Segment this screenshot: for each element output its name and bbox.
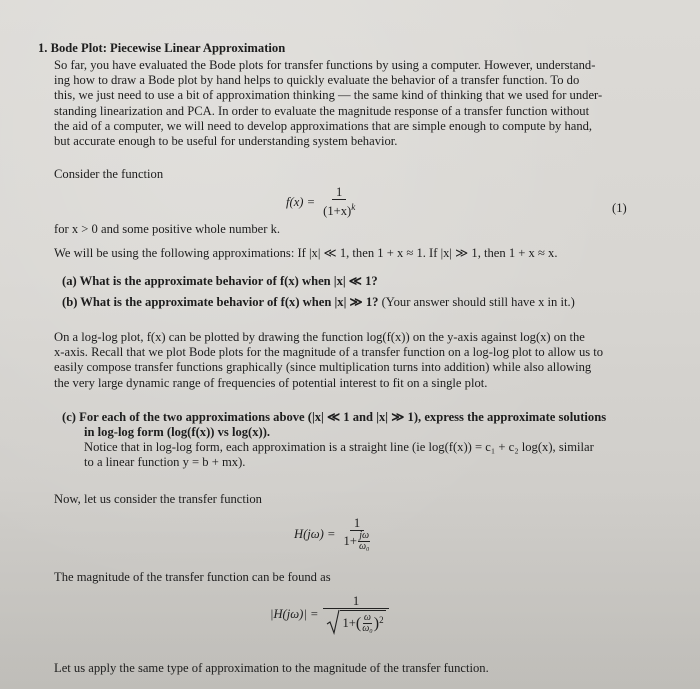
eq1-numerator: 1	[332, 185, 346, 200]
loglog-line: On a log-log plot, f(x) can be plotted by drawing the function log(f(x)) on the y-axis against log(x) on the	[54, 330, 585, 344]
part-a: (a) What is the approximate behavior of f(x) when |x| ≪ 1?	[62, 274, 378, 288]
part-c-line: to a linear function y = b + mx).	[84, 455, 246, 469]
magnitude-intro-text: The magnitude of the transfer function can be found as	[54, 570, 331, 584]
part-c-line: in log-log form (log(f(x)) vs log(x)).	[84, 425, 271, 439]
eq3-denominator: 1+ ( $\frac{\omega}{\text{ω₀}}$ ) 2	[322, 609, 389, 635]
equation-2	[294, 516, 374, 552]
part-c	[62, 410, 606, 470]
eq2-numerator: 1	[350, 516, 364, 531]
equation-3	[270, 594, 390, 635]
consider-text: Consider the function	[54, 167, 164, 181]
intro-paragraph	[54, 58, 634, 149]
intro-line: So far, you have evaluated the Bode plots for transfer functions by using a computer. However, understand-	[54, 58, 596, 72]
equation-1-label: (1)	[612, 201, 627, 215]
eq1-lhs: f(x) =	[286, 194, 316, 209]
eq3-numerator: 1	[323, 594, 389, 609]
eq3-lhs: |H(jω)| =	[270, 607, 319, 621]
for-x-text: for x > 0 and some positive whole number k.	[54, 222, 281, 236]
loglog-line: x-axis. Recall that we plot Bode plots for the magnitude of a transfer function on a log-log plot to allow us to	[54, 345, 604, 360]
loglog-line: easily compose transfer functions graphically (since multiplication turns into addition) while also allowing	[54, 360, 592, 375]
intro-line: standing linearization and PCA. In order to evaluate the magnitude response of a transfer function without	[54, 103, 590, 118]
equation-1	[286, 185, 359, 219]
now-text: Now, let us consider the transfer function	[54, 492, 262, 506]
part-c-line: Notice that in log-log form, each approximation is a straight line (ie log(f(x)) = c₁ + c₂ log(x), similar	[84, 440, 594, 454]
intro-line: ing how to draw a Bode plot by hand helps to quickly evaluate the behavior of a transfer function. To do	[54, 73, 580, 88]
intro-line: but accurate enough to be useful for understanding system behavior.	[54, 134, 398, 149]
loglog-paragraph	[54, 330, 624, 391]
sqrt-sign-icon	[326, 609, 340, 635]
eq2-denominator: 1+ $\frac{j\omega}{\text{ω₀}}$	[343, 530, 370, 552]
loglog-line: the very large dynamic range of frequencies of potential interest to fit on a single plot.	[54, 375, 488, 390]
part-b: (b) What is the approximate behavior of f(x) when |x| ≫ 1? (Your answer should still have x in it.)	[62, 295, 575, 309]
problem-title: 1. Bode Plot: Piecewise Linear Approximation	[38, 41, 286, 55]
approximations-text: We will be using the following approximations: If |x| ≪ 1, then 1 + x ≈ 1. If |x| ≫ 1, then 1 + x ≈ x.	[54, 246, 558, 260]
intro-line: this, we just need to use a bit of approximation thinking — the same kind of thinking that we used for under-	[54, 88, 603, 103]
eq1-denominator: $(1+x)^k$	[323, 202, 356, 219]
closing-text: Let us apply the same type of approximation to the magnitude of the transfer function.	[54, 661, 489, 675]
intro-line: the aid of a computer, we will need to develop approximations that are simple enough to compute by hand,	[54, 118, 593, 133]
part-c-line: (c) For each of the two approximations above (|x| ≪ 1 and |x| ≫ 1), express the approximate solutions	[62, 410, 607, 424]
eq2-lhs: H(jω) =	[294, 526, 336, 541]
